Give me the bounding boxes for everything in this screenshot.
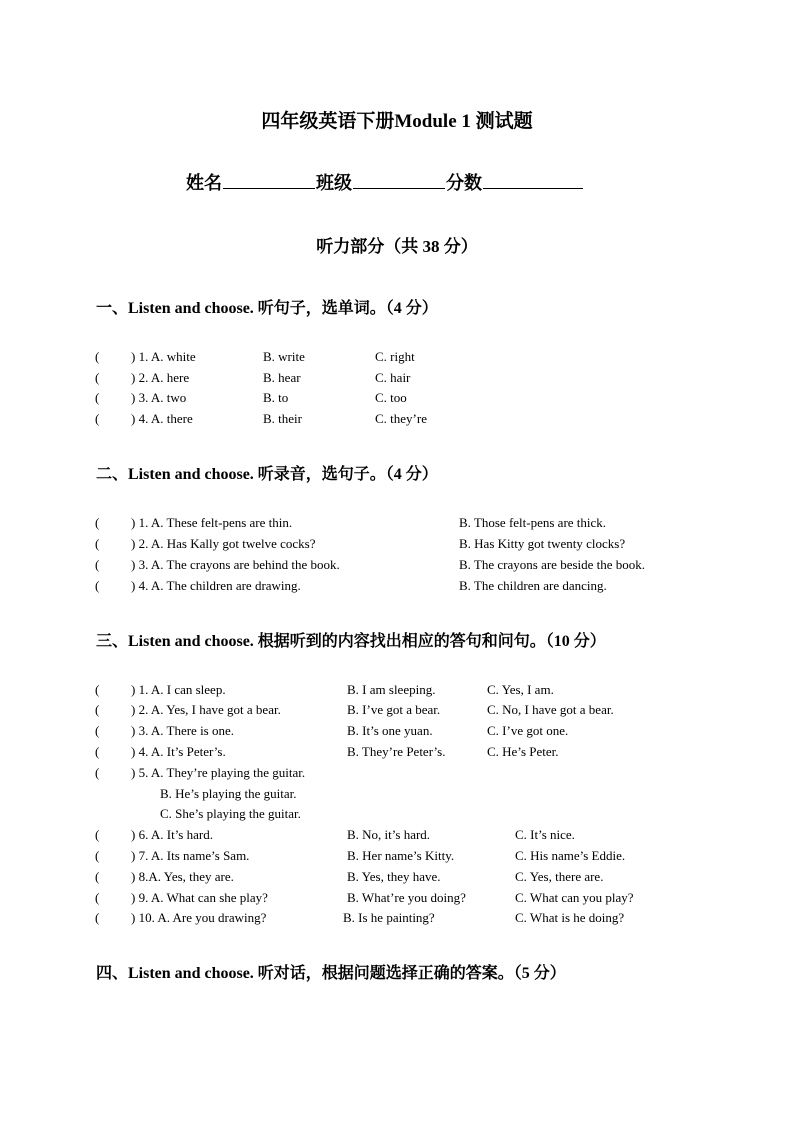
answer-paren[interactable]: ( [95,390,100,405]
question-row [95,411,735,431]
option-a: ) 7. A. Its name’s Sam. [131,848,250,863]
question-row [95,890,735,910]
class-blank[interactable] [353,170,445,189]
question-row [95,349,735,369]
page-title: 四年级英语下册Module 1 测试题 [261,111,533,132]
question-row [95,744,735,764]
option-b: B. They’re Peter’s. [347,744,446,759]
section-heading-1: 一、Listen and choose. 听句子，选单词。（4 分） [96,300,438,317]
option-b: B. I am sleeping. [347,682,436,697]
question-row [95,910,735,930]
option-c: C. She’s playing the guitar. [160,806,301,821]
answer-paren[interactable]: ( [95,702,100,717]
option-b: B. Is he painting? [343,910,435,925]
answer-paren[interactable]: ( [95,682,100,697]
option-a: ) 3. A. two [131,390,187,405]
class-label: 班级 [316,173,352,193]
option-b: B. their [263,411,302,426]
option-b: B. Yes, they have. [347,869,441,884]
option-a: ) 9. A. What can she play? [131,890,268,905]
score-label: 分数 [446,173,482,193]
name-blank[interactable] [223,170,315,189]
option-b: B. No, it’s hard. [347,827,431,842]
section-heading-4: 四、Listen and choose. 听对话，根据问题选择正确的答案。（5 分） [96,965,566,982]
section-heading-3: 三、Listen and choose. 根据听到的内容找出相应的答句和问句。（10 分） [96,633,606,650]
question-row [95,557,735,577]
question-row [95,827,735,847]
option-b: B. I’ve got a bear. [347,702,441,717]
option-c: C. I’ve got one. [487,723,569,738]
answer-paren[interactable]: ( [95,411,100,426]
question-row [95,848,735,868]
question-row [95,515,735,535]
answer-paren[interactable]: ( [95,890,100,905]
question-row [95,370,735,390]
option-c: C. His name’s Eddie. [515,848,626,863]
option-b: B. He’s playing the guitar. [160,786,297,801]
option-c: C. He’s Peter. [487,744,559,759]
answer-paren[interactable]: ( [95,827,100,842]
option-c: C. No, I have got a bear. [487,702,614,717]
question-row-continuation [95,786,735,806]
option-a: ) 4. A. The children are drawing. [131,578,301,593]
question-row [95,578,735,598]
option-c: C. too [375,390,407,405]
option-a: ) 2. A. here [131,370,190,385]
answer-paren[interactable]: ( [95,848,100,863]
option-a: ) 6. A. It’s hard. [131,827,213,842]
option-b: B. Her name’s Kitty. [347,848,455,863]
option-c: C. right [375,349,415,364]
option-a: ) 1. A. These felt-pens are thin. [131,515,293,530]
option-a: ) 5. A. They’re playing the guitar. [131,765,306,780]
option-b: B. write [263,349,305,364]
option-a: ) 3. A. There is one. [131,723,235,738]
option-b: B. Has Kitty got twenty clocks? [459,536,626,551]
score-blank[interactable] [483,170,583,189]
option-b: B. to [263,390,289,405]
answer-paren[interactable]: ( [95,370,100,385]
option-b: B. The children are dancing. [459,578,607,593]
question-row [95,869,735,889]
option-a: ) 2. A. Has Kally got twelve cocks? [131,536,316,551]
question-row-continuation [95,806,735,826]
option-b: B. Those felt-pens are thick. [459,515,607,530]
question-row [95,390,735,410]
option-a: ) 1. A. I can sleep. [131,682,226,697]
option-b: B. What’re you doing? [347,890,466,905]
section-heading-2: 二、Listen and choose. 听录音，选句子。（4 分） [96,466,438,483]
option-a: ) 4. A. It’s Peter’s. [131,744,226,759]
question-row [95,723,735,743]
option-c: C. they’re [375,411,427,426]
answer-paren[interactable]: ( [95,869,100,884]
question-row [95,536,735,556]
option-b: B. It’s one yuan. [347,723,433,738]
option-a: ) 1. A. white [131,349,196,364]
section-subtitle: 听力部分（共 38 分） [316,237,478,256]
option-b: B. hear [263,370,301,385]
answer-paren[interactable]: ( [95,578,100,593]
option-c: C. Yes, there are. [515,869,604,884]
option-b: B. The crayons are beside the book. [459,557,646,572]
question-row [95,682,735,702]
answer-paren[interactable]: ( [95,723,100,738]
question-row [95,702,735,722]
option-a: ) 4. A. there [131,411,193,426]
option-c: C. What can you play? [515,890,634,905]
option-a: ) 3. A. The crayons are behind the book. [131,557,340,572]
answer-paren[interactable]: ( [95,910,100,925]
option-a: ) 2. A. Yes, I have got a bear. [131,702,281,717]
option-c: C. hair [375,370,411,385]
answer-paren[interactable]: ( [95,557,100,572]
answer-paren[interactable]: ( [95,349,100,364]
answer-paren[interactable]: ( [95,515,100,530]
option-c: C. Yes, I am. [487,682,554,697]
option-c: C. It’s nice. [515,827,575,842]
option-a: ) 8.A. Yes, they are. [131,869,234,884]
answer-paren[interactable]: ( [95,765,100,780]
name-label: 姓名 [186,173,222,193]
question-row [95,765,735,785]
student-info-line [186,169,584,195]
option-a: ) 10. A. Are you drawing? [131,910,267,925]
answer-paren[interactable]: ( [95,536,100,551]
option-c: C. What is he doing? [515,910,625,925]
answer-paren[interactable]: ( [95,744,100,759]
